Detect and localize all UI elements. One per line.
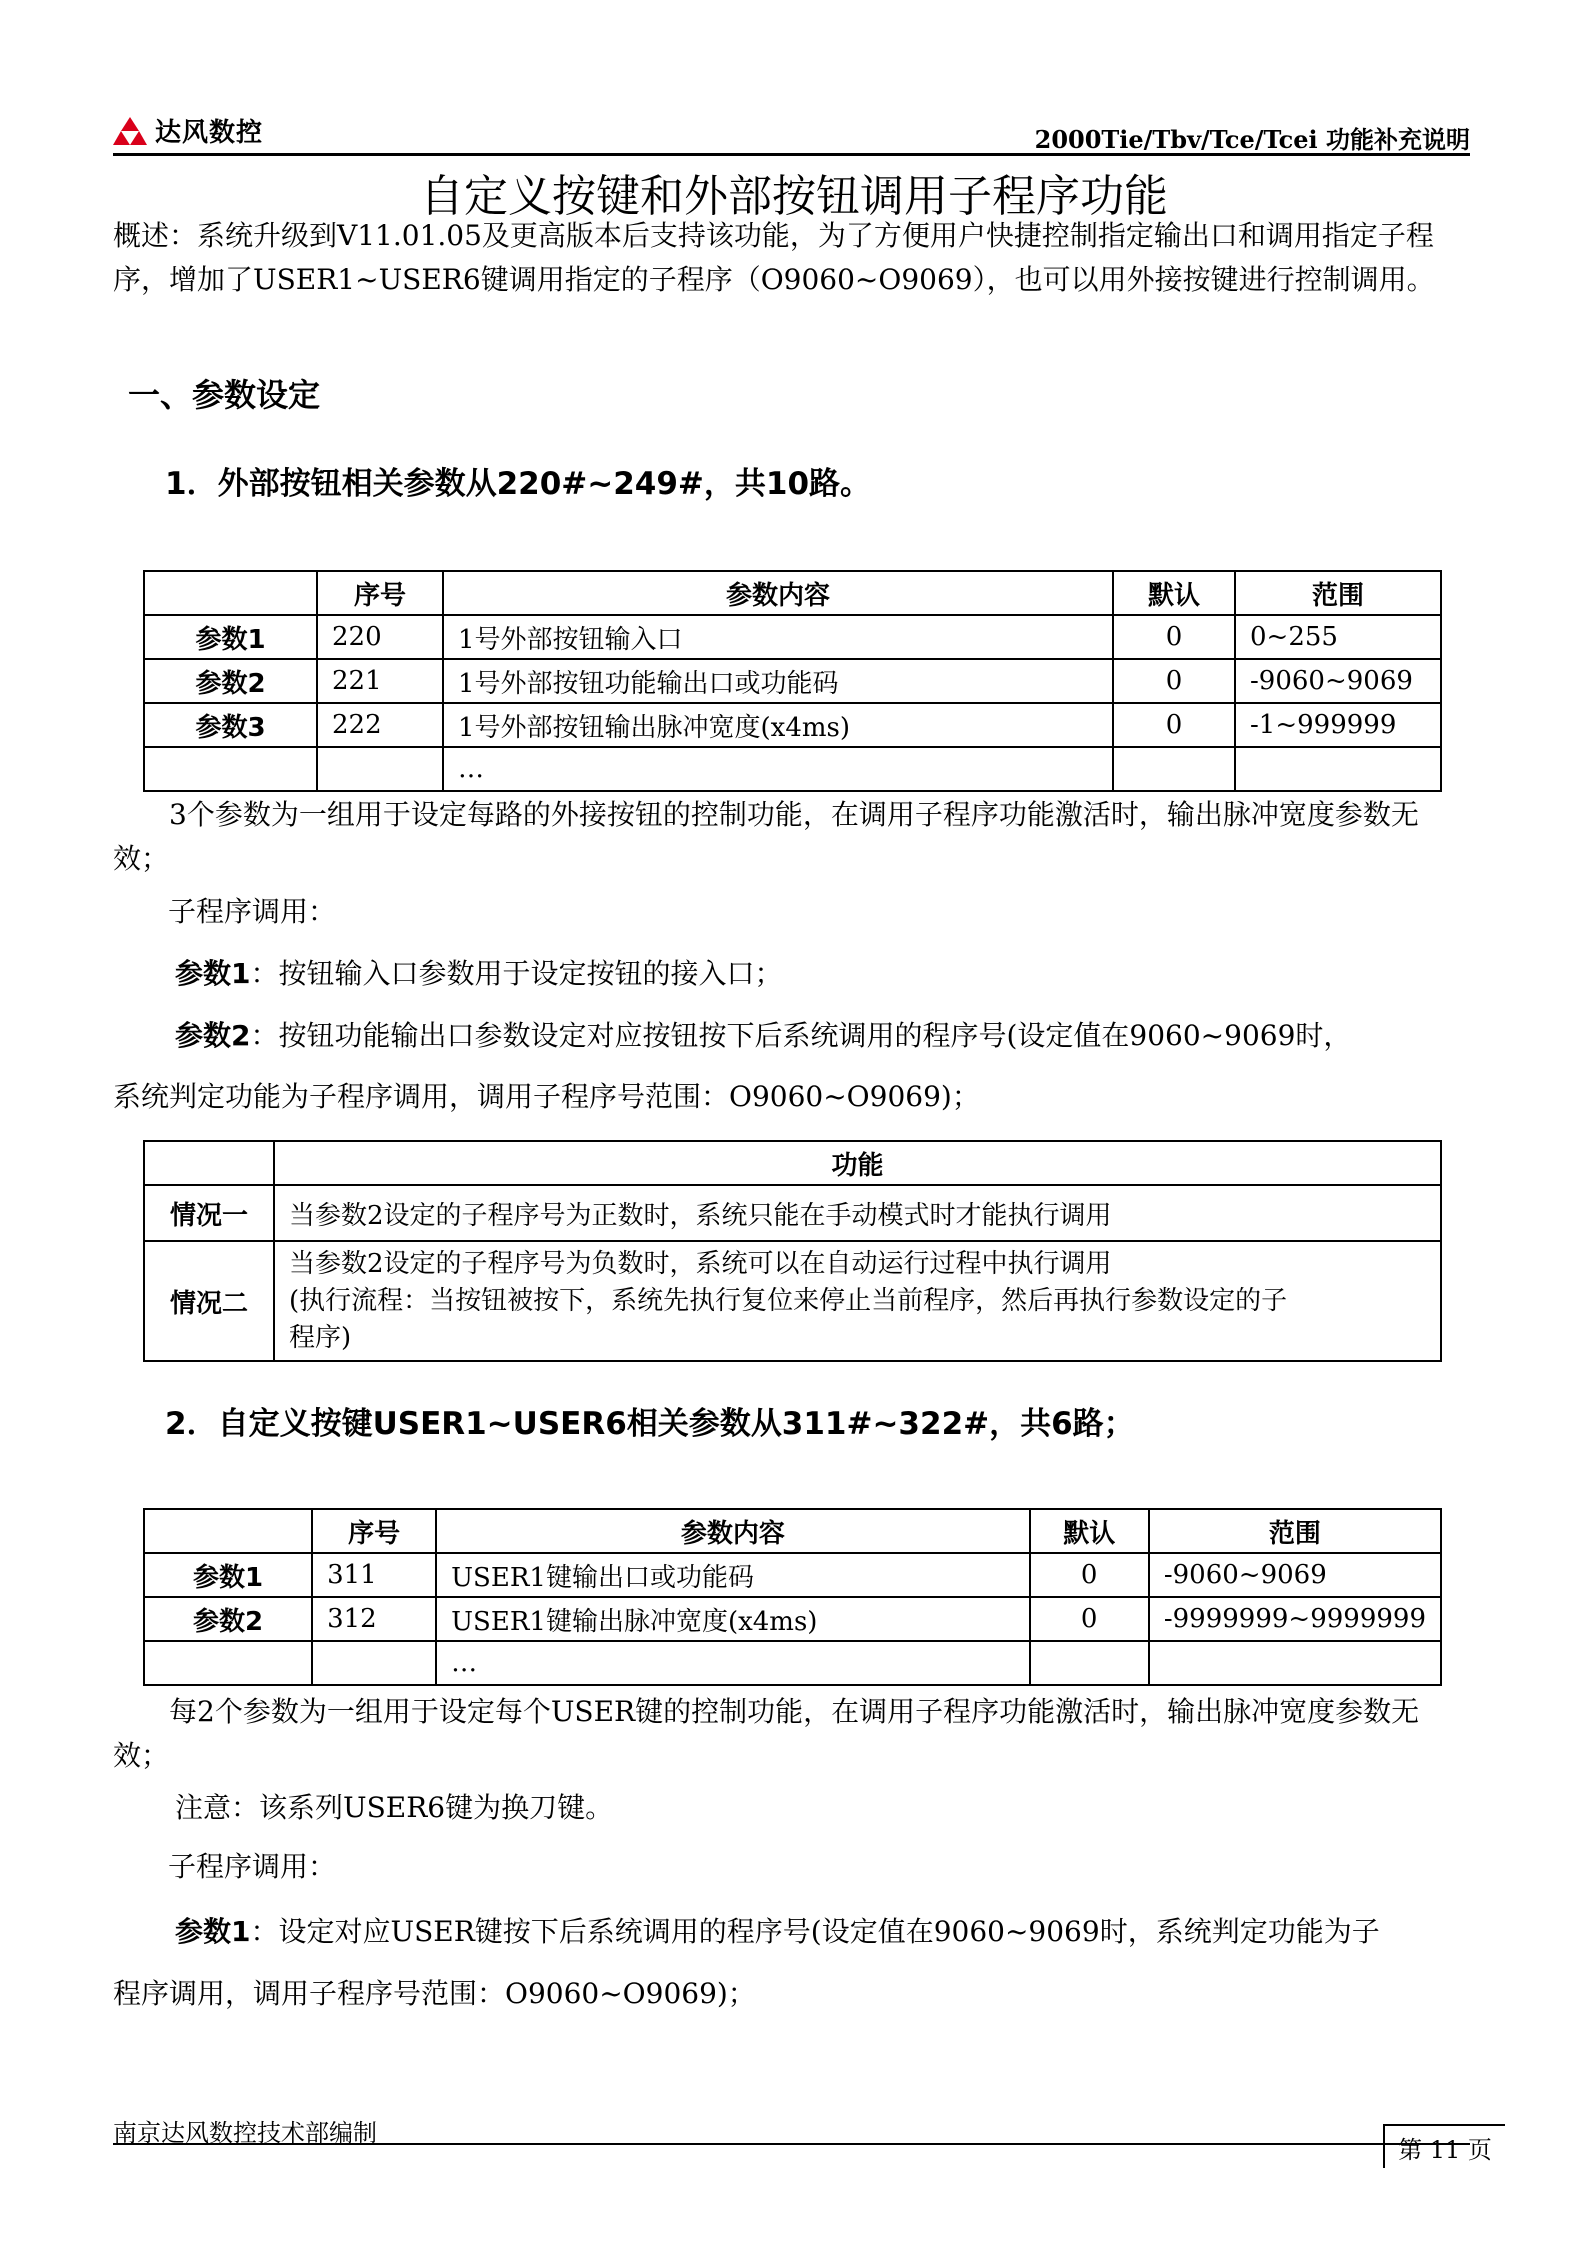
- table-cell: 参数2: [144, 1597, 312, 1641]
- footer-divider: [113, 2143, 1470, 2145]
- param2-text: ：按钮功能输出口参数设定对应按钮按下后系统调用的程序号(设定值在9060~9069时，: [250, 1019, 1352, 1052]
- table-cell: 312: [312, 1597, 436, 1641]
- table-header-row: [144, 1141, 1441, 1185]
- table-header-cell: 参数内容: [436, 1509, 1029, 1553]
- table-cell: 0: [1113, 615, 1235, 659]
- table-cell: 0: [1113, 703, 1235, 747]
- table-row: [144, 1641, 1441, 1685]
- external-button-param-table: [143, 570, 1442, 792]
- case-label: 情况一: [144, 1185, 274, 1241]
- document-title: 2000Tie/Tbv/Tce/Tcei 功能补充说明: [1034, 125, 1470, 154]
- param1-text: ：按钮输入口参数用于设定按钮的接入口；: [250, 957, 783, 990]
- case-line: (执行流程：当按钮被按下，系统先执行复位来停止当前程序，然后再执行参数设定的子: [289, 1285, 1288, 1316]
- case-text: [274, 1241, 1441, 1361]
- table-header-cell: [144, 571, 317, 615]
- table-header-cell: 序号: [317, 571, 443, 615]
- table-row: [144, 1553, 1441, 1597]
- table-cell: [1149, 1641, 1441, 1685]
- table-cell: …: [436, 1641, 1029, 1685]
- subsection-heading-2: 2．自定义按键USER1~USER6相关参数从311#~322#，共6路；: [165, 1406, 1135, 1442]
- footer-editor: 南京达风数控技术部编制: [113, 2119, 377, 2147]
- header-divider: [113, 153, 1470, 156]
- table-row: [144, 747, 1441, 791]
- company-logo: [113, 112, 263, 149]
- logo-triangles-icon: [113, 117, 147, 145]
- table-cell: [1235, 747, 1441, 791]
- param2-description: [175, 1014, 1475, 1058]
- table-cell: 1号外部按钮输出脉冲宽度(x4ms): [443, 703, 1113, 747]
- param1-label: 参数1: [175, 957, 251, 990]
- table-header-cell: [144, 1141, 274, 1185]
- group-description: 3个参数为一组用于设定每路的外接按钮的控制功能，在调用子程序功能激活时，输出脉冲宽度参数无效；: [113, 798, 1419, 875]
- company-name: 达风数控: [155, 118, 264, 148]
- table-cell: [1113, 747, 1235, 791]
- table-cell: 221: [317, 659, 443, 703]
- table-cell: 0: [1030, 1597, 1149, 1641]
- case-line: 程序): [289, 1322, 352, 1353]
- page-title: 自定义按键和外部按钮调用子程序功能: [420, 171, 1168, 222]
- param2-label: 参数2: [175, 1019, 251, 1052]
- table-header-cell: 默认: [1113, 571, 1235, 615]
- user-param1-continued: 程序调用，调用子程序号范围：O9060~O9069)；: [113, 1977, 756, 2010]
- table-cell: 311: [312, 1553, 436, 1597]
- table-cell: 0: [1113, 659, 1235, 703]
- group-description: 每2个参数为一组用于设定每个USER键的控制功能，在调用子程序功能激活时，输出脉冲宽度参数无效；: [113, 1695, 1420, 1772]
- table-cell: 参数1: [144, 1553, 312, 1597]
- note-text: 注意：该系列USER6键为换刀键。: [175, 1791, 614, 1824]
- table-cell: USER1键输出口或功能码: [436, 1553, 1029, 1597]
- table-cell: [144, 747, 317, 791]
- table-cell: [312, 1641, 436, 1685]
- table-row: [144, 1241, 1441, 1361]
- table-cell: 220: [317, 615, 443, 659]
- subroutine-call-label: 子程序调用：: [168, 895, 337, 928]
- table-cell: USER1键输出脉冲宽度(x4ms): [436, 1597, 1029, 1641]
- user-key-param-table: [143, 1508, 1442, 1686]
- table-row: [144, 615, 1441, 659]
- table-header-cell: 范围: [1149, 1509, 1441, 1553]
- table-cell: 0~255: [1235, 615, 1441, 659]
- table-header-cell: 序号: [312, 1509, 436, 1553]
- table-cell: -9999999~9999999: [1149, 1597, 1441, 1641]
- subroutine-call-label: 子程序调用：: [168, 1850, 337, 1883]
- table-cell: -1~999999: [1235, 703, 1441, 747]
- table-cell: -9060~9069: [1149, 1553, 1441, 1597]
- user-param1-description: [175, 1910, 1475, 1954]
- table-row: [144, 703, 1441, 747]
- table-cell: 参数2: [144, 659, 317, 703]
- table-cell: 参数3: [144, 703, 317, 747]
- table-cell: [1030, 1641, 1149, 1685]
- table-header-cell: 功能: [274, 1141, 1441, 1185]
- table-cell: 0: [1030, 1553, 1149, 1597]
- table-cell: [144, 1641, 312, 1685]
- section-heading: 一、参数设定: [128, 376, 321, 414]
- table-row: [144, 1597, 1441, 1641]
- table-row: [144, 1185, 1441, 1241]
- param1-label: 参数1: [175, 1915, 251, 1948]
- table-cell: 1号外部按钮功能输出口或功能码: [443, 659, 1113, 703]
- subsection-heading-1: 1．外部按钮相关参数从220#~249#，共10路。: [165, 466, 872, 502]
- overview-paragraph: 概述：系统升级到V11.01.05及更高版本后支持该功能，为了方便用户快捷控制指定输出口和调用指定子程序，增加了USER1~USER6键调用指定的子程序（O9060~O9069），也可以用外接按键进行控制调用。: [113, 219, 1435, 296]
- param1-text: ：设定对应USER键按下后系统调用的程序号(设定值在9060~9069时，系统判定功能为子: [250, 1915, 1380, 1948]
- table-cell: -9060~9069: [1235, 659, 1441, 703]
- table-header-row: [144, 571, 1441, 615]
- page-number: 第 11 页: [1383, 2124, 1505, 2168]
- case-line: 当参数2设定的子程序号为负数时，系统可以在自动运行过程中执行调用: [289, 1248, 1112, 1279]
- table-header-cell: 范围: [1235, 571, 1441, 615]
- table-cell: 1号外部按钮输入口: [443, 615, 1113, 659]
- param1-description: [175, 952, 783, 996]
- case-label: 情况二: [144, 1241, 274, 1361]
- table-cell: 参数1: [144, 615, 317, 659]
- table-cell: …: [443, 747, 1113, 791]
- function-cases-table: [143, 1140, 1442, 1362]
- table-header-cell: [144, 1509, 312, 1553]
- table-header-cell: 参数内容: [443, 571, 1113, 615]
- table-cell: [317, 747, 443, 791]
- table-cell: 222: [317, 703, 443, 747]
- table-header-row: [144, 1509, 1441, 1553]
- case-text: 当参数2设定的子程序号为正数时，系统只能在手动模式时才能执行调用: [274, 1185, 1441, 1241]
- table-header-cell: 默认: [1030, 1509, 1149, 1553]
- param2-continued: 系统判定功能为子程序调用，调用子程序号范围：O9060~O9069)；: [113, 1080, 980, 1113]
- table-row: [144, 659, 1441, 703]
